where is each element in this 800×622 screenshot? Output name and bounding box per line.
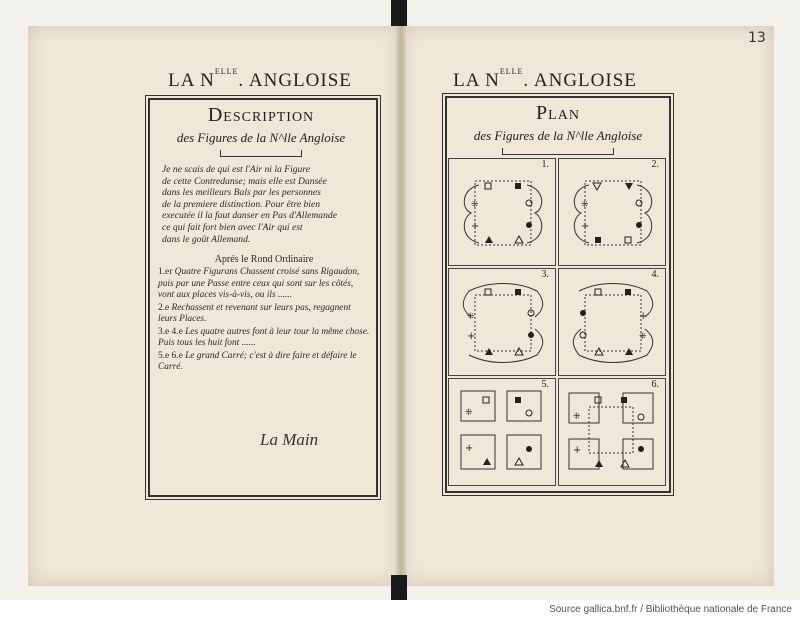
svg-text:+: + (471, 221, 480, 232)
folio-number: 13 (748, 30, 766, 46)
svg-text:+: + (573, 445, 582, 456)
ribbon-bottom (391, 575, 407, 600)
svg-text:⁜: ⁜ (465, 408, 473, 418)
figure-item: 5.e 6.e Le grand Carré; c'est à dire faire et défaire le Carré. (158, 350, 357, 372)
figure-4-diagram: 4. + ⁜ (558, 268, 666, 376)
svg-text:⁜: ⁜ (471, 200, 479, 210)
title-brace (220, 150, 302, 157)
svg-text:+: + (467, 331, 476, 342)
figure-6-diagram: 6. ⁜ + (558, 378, 666, 486)
svg-text:+: + (465, 443, 474, 454)
plan-brace (502, 148, 614, 155)
svg-text:⁜: ⁜ (573, 412, 581, 422)
book-gutter (396, 26, 406, 586)
plan-subtitle: des Figures de la N^lle Angloise (473, 128, 643, 143)
figure-item: 2.e Rechassent et revenant sur leurs pas, regagnent leurs Places. (158, 302, 351, 324)
svg-text:⁜: ⁜ (467, 312, 475, 322)
description-frame (148, 98, 378, 497)
figure-5-diagram: 5. ⁜ + (448, 378, 556, 486)
svg-text:+: + (581, 221, 590, 232)
figure-plan-grid (448, 158, 668, 488)
signature: La Main (260, 430, 319, 449)
figure-item: 3.e 4.e Les quatre autres font à leur tour la même chose. Puis tous les huit font ...... (158, 326, 370, 348)
plan-frame (445, 96, 671, 493)
svg-text:⁜: ⁜ (639, 332, 647, 342)
figure-3-diagram: 3. ⁜ + (448, 268, 556, 376)
right-running-head: LA $N^{ELLE}$. ANGLOISE (453, 67, 637, 91)
section-subheading: Aprés le Rond Ordinaire (214, 254, 314, 265)
svg-text:+: + (639, 311, 648, 322)
left-running-head: LA $N^{ELLE}$. ANGLOISE (168, 67, 352, 91)
figure-item: 1.er Quatre Figurans Chassent croisé sans Rigaudon, puis par une Passe entre ceux qui sont sur les côtés, vont aux places vis-à-vis, ou ils ...... (158, 267, 360, 300)
description-title: Description (207, 104, 315, 126)
intro-text: Je ne scais de qui est l'Air ni la Figure de cette Contredanse; mais elle est Dansée dans les meilleurs Bals par les personnes de la premiere distinction. Pour être bien executée il la faut danser en Pas d'Allemande ce qui fait fort bien avec l'Air qui est dans le goût Allemand. (162, 164, 337, 245)
source-credit: Source gallica.bnf.fr / Bibliothèque nationale de France (549, 604, 792, 615)
svg-text:⁜: ⁜ (581, 200, 589, 210)
description-subtitle: des Figures de la N^lle Angloise (176, 130, 346, 145)
figure-descriptions (158, 267, 370, 375)
plan-title: Plan (536, 102, 580, 124)
figure-2-diagram: 2. ⁜ + (558, 158, 666, 266)
figure-1-diagram: 1. ⁜ + (448, 158, 556, 266)
